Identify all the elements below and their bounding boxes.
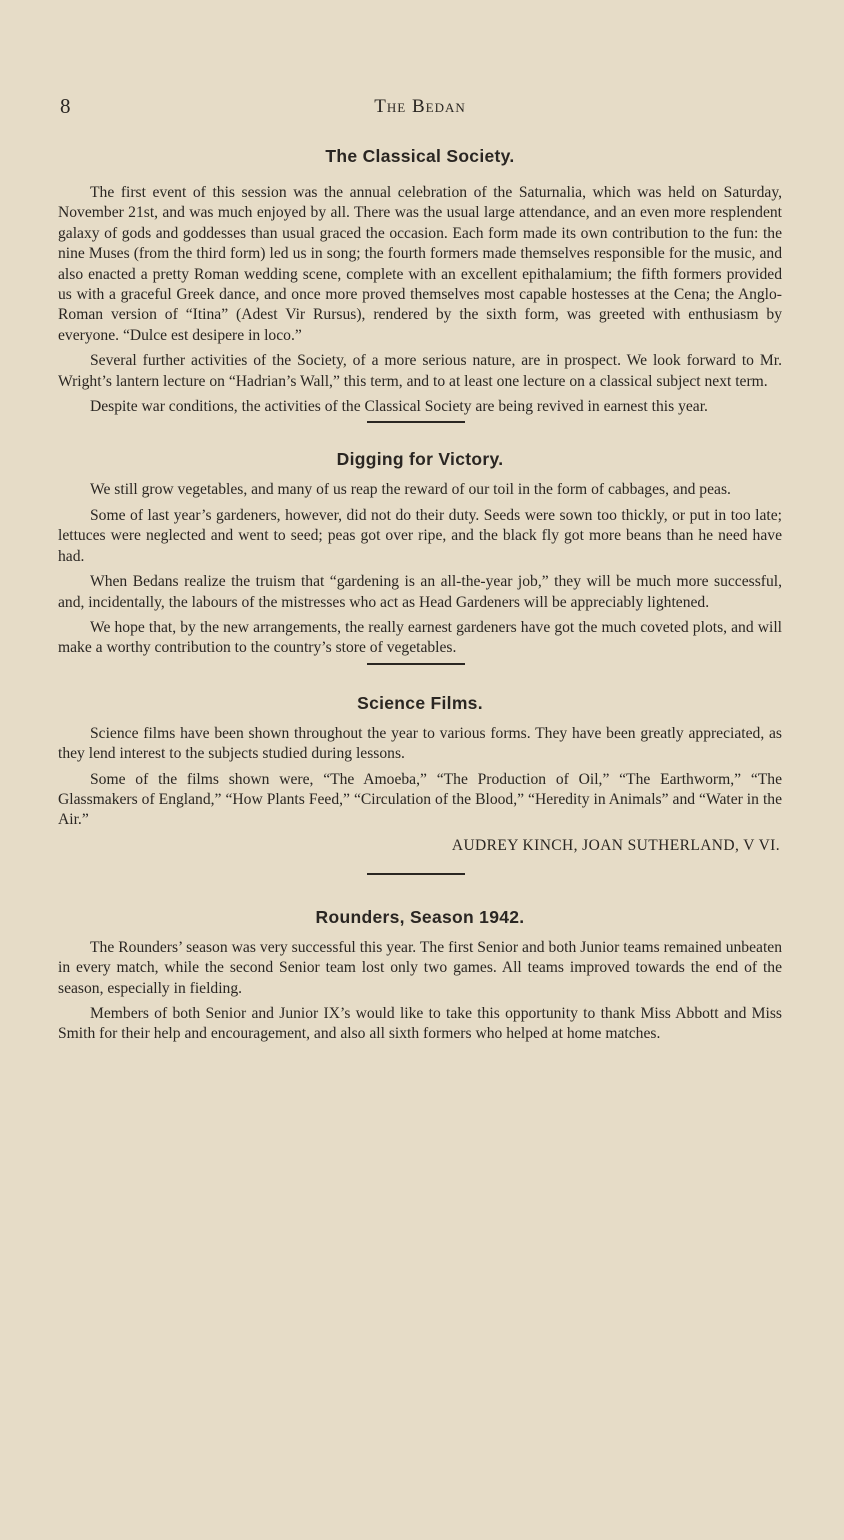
page xyxy=(0,94,844,1540)
section-divider xyxy=(367,421,465,423)
section-divider xyxy=(367,873,465,875)
paragraph: Despite war conditions, the activities of the Classical Society are being revived in earnest this year. xyxy=(90,398,708,416)
paragraph: Some of the films shown were, “The Amoeba,” “The Production of Oil,” “The Earthworm,” “The Glassmakers of England,” “How Plants Feed,” “Circulation of the Blood,” “Heredity in Animals” and “Water in the Air.” xyxy=(58,770,782,829)
section-digging-for-victory xyxy=(58,449,782,658)
paragraph: We hope that, by the new arrangements, the really earnest gardeners have got the much coveted plots, and will make a worthy contribution to the country’s store of vegetables. xyxy=(58,618,782,657)
paragraph: We still grow vegetables, and many of us reap the reward of our toil in the form of cabbages, and peas. xyxy=(90,481,731,499)
section-divider xyxy=(367,663,465,665)
paragraph: The Rounders’ season was very successful this year. The first Senior and both Junior teams remained unbeaten in every match, while the second Senior team lost only two games. All teams improved towards the end of the season, especially in fielding. xyxy=(58,938,782,997)
paragraph: Science films have been shown throughout the year to various forms. They have been greatly appreciated, as they lend interest to the subjects studied during lessons. xyxy=(58,724,782,763)
paragraph: Some of last year’s gardeners, however, did not do their duty. Seeds were sown too thickly, or put in too late; lettuces were neglected and went to seed; peas got over ripe, and the black fly got more beans than he need have had. xyxy=(58,506,782,565)
section-rounders xyxy=(58,907,782,1045)
section-science-films xyxy=(58,693,782,855)
paragraph: When Bedans realize the truism that “gardening is an all-the-year job,” they will be much more successful, and, incidentally, the labours of the mistresses who act as Head Gardeners will be appreciably lightened. xyxy=(58,573,782,611)
paragraph: Several further activities of the Society, of a more serious nature, are in prospect. We look forward to Mr. Wright’s lantern lecture on “Hadrian’s Wall,” this term, and to at least one lecture on a classical subject next term. xyxy=(58,352,782,390)
signature: AUDREY KINCH, JOAN SUTHERLAND, V VI. xyxy=(451,836,780,854)
section-classical-society xyxy=(58,146,782,417)
journal-title: The Bedan xyxy=(374,96,466,117)
paragraph: The first event of this session was the annual celebration of the Saturnalia, which was held on Saturday, November 21st, and was much enjoyed by all. There was the usual large attendance, and an even more resplendent galaxy of gods and goddesses than usual graced the occasion. Each form made its own contribution to the fun: the nine Muses (from the third form) led us in song; the fourth formers made themselves responsible for the music, and also enacted a pretty Roman wedding scene, complete with an excellent epithalamium; the fifth formers provided us with a graceful Greek dance, and once more proved themselves most capable hostesses at the Cena; the Anglo-Roman version of “Itina” (Adest Vir Rursus), rendered by the sixth form, was greeted with enthusiasm by everyone. “Dulce est desipere in loco.” xyxy=(58,184,782,344)
running-head xyxy=(58,94,782,124)
section-title: The Classical Society. xyxy=(325,146,515,166)
paragraph: Members of both Senior and Junior IX’s would like to take this opportunity to thank Miss Abbott and Miss Smith for their help and encouragement, and also all sixth formers who helped at home matches. xyxy=(58,1004,782,1043)
section-title: Rounders, Season 1942. xyxy=(315,906,525,927)
page-number: 8 xyxy=(60,94,71,118)
section-title: Digging for Victory. xyxy=(336,449,504,470)
section-title: Science Films. xyxy=(357,692,483,713)
